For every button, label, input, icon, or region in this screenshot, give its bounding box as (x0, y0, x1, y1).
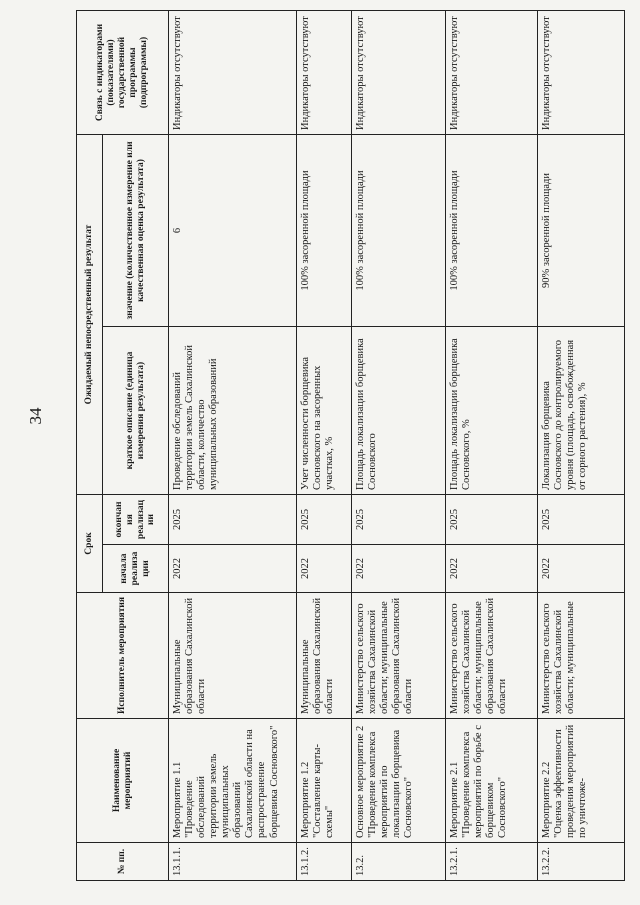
page-number: 34 (26, 407, 45, 425)
row-end: 2025 (169, 495, 297, 545)
row-name: Мероприятие 2.1 "Проведение комплекса мероприятий по борьбе с борщевиком Сосновского" (446, 719, 538, 843)
header-start: начала реализации (103, 545, 169, 593)
activities-table (76, 10, 625, 881)
row-num: 13.2.2. (538, 843, 625, 881)
header-end: окончания реализации (103, 495, 169, 545)
row-desc: Учет численности борщевика Сосновского на засоренных участках, % (297, 327, 352, 495)
row-start: 2022 (297, 545, 352, 593)
row-desc: Площадь локализации борщевика Сосновского, % (446, 327, 538, 495)
row-name: Мероприятие 2.2 "Оценка эффективности проведения мероприятий по уничтоже- (538, 719, 625, 843)
row-num: 13.2. (352, 843, 446, 881)
row-end: 2025 (352, 495, 446, 545)
table-row (169, 11, 297, 881)
row-num: 13.1.1. (169, 843, 297, 881)
row-value: 6 (169, 135, 297, 327)
row-link: Индикаторы отсутствуют (538, 11, 625, 135)
row-name: Мероприятие 1.1 "Проведение обследований территории земель муниципальных образований Сахалинской области на распространение борщевика Сосновского" (169, 719, 297, 843)
row-start: 2022 (169, 545, 297, 593)
row-value: 100% засоренной площади (352, 135, 446, 327)
row-desc: Проведение обследований территории земель Сахалинской области, количество муниципальных образований (169, 327, 297, 495)
header-value: значение (количественное измерение или качественная оценка результата) (103, 135, 169, 327)
row-end: 2025 (446, 495, 538, 545)
row-num: 13.1.2. (297, 843, 352, 881)
row-desc: Площадь локализации борщевика Сосновского (352, 327, 446, 495)
header-link: Связь с индикаторами (показателями) государственной программы (подпрограммы) (77, 11, 169, 135)
row-executor: Министерство сельского хозяйства Сахалинской области; муниципальные (538, 593, 625, 719)
header-name: Наименование мероприятий (77, 719, 169, 843)
table-row (297, 11, 352, 881)
row-desc: Локализация борщевика Сосновского до контролируемого уровня (площадь, освобожденная от сорного растения), % (538, 327, 625, 495)
header-row-1 (77, 11, 103, 881)
row-end: 2025 (297, 495, 352, 545)
row-start: 2022 (446, 545, 538, 593)
row-name: Мероприятие 1.2 "Составление карты-схемы" (297, 719, 352, 843)
row-executor: Муниципальные образования Сахалинской области (169, 593, 297, 719)
row-value: 100% засоренной площади (446, 135, 538, 327)
header-executor: Исполнитель мероприятия (77, 593, 169, 719)
row-value: 100% засоренной площади (297, 135, 352, 327)
row-executor: Министерство сельского хозяйства Сахалинской области; муниципальные образования Сахалинской области (446, 593, 538, 719)
row-end: 2025 (538, 495, 625, 545)
header-num: № пп. (77, 843, 169, 881)
row-num: 13.2.1. (446, 843, 538, 881)
row-link: Индикаторы отсутствуют (352, 11, 446, 135)
header-short-desc: краткое описание (единица измерения результата) (103, 327, 169, 495)
row-value: 90% засоренной площади (538, 135, 625, 327)
row-link: Индикаторы отсутствуют (297, 11, 352, 135)
table-row (352, 11, 446, 881)
row-link: Индикаторы отсутствуют (169, 11, 297, 135)
rotated-table-wrapper (76, 11, 624, 881)
row-executor: Министерство сельского хозяйства Сахалинской области; муниципальные образования Сахалинской области (352, 593, 446, 719)
row-link: Индикаторы отсутствуют (446, 11, 538, 135)
row-start: 2022 (538, 545, 625, 593)
header-term: Срок (77, 495, 103, 593)
row-executor: Муниципальные образования Сахалинской области (297, 593, 352, 719)
table-row (538, 11, 625, 881)
row-name: Основное мероприятие 2 "Проведение комплекса мероприятий по локализации борщевика Сосновского" (352, 719, 446, 843)
row-start: 2022 (352, 545, 446, 593)
header-result: Ожидаемый непосредственный результат (77, 135, 103, 495)
table-row (446, 11, 538, 881)
